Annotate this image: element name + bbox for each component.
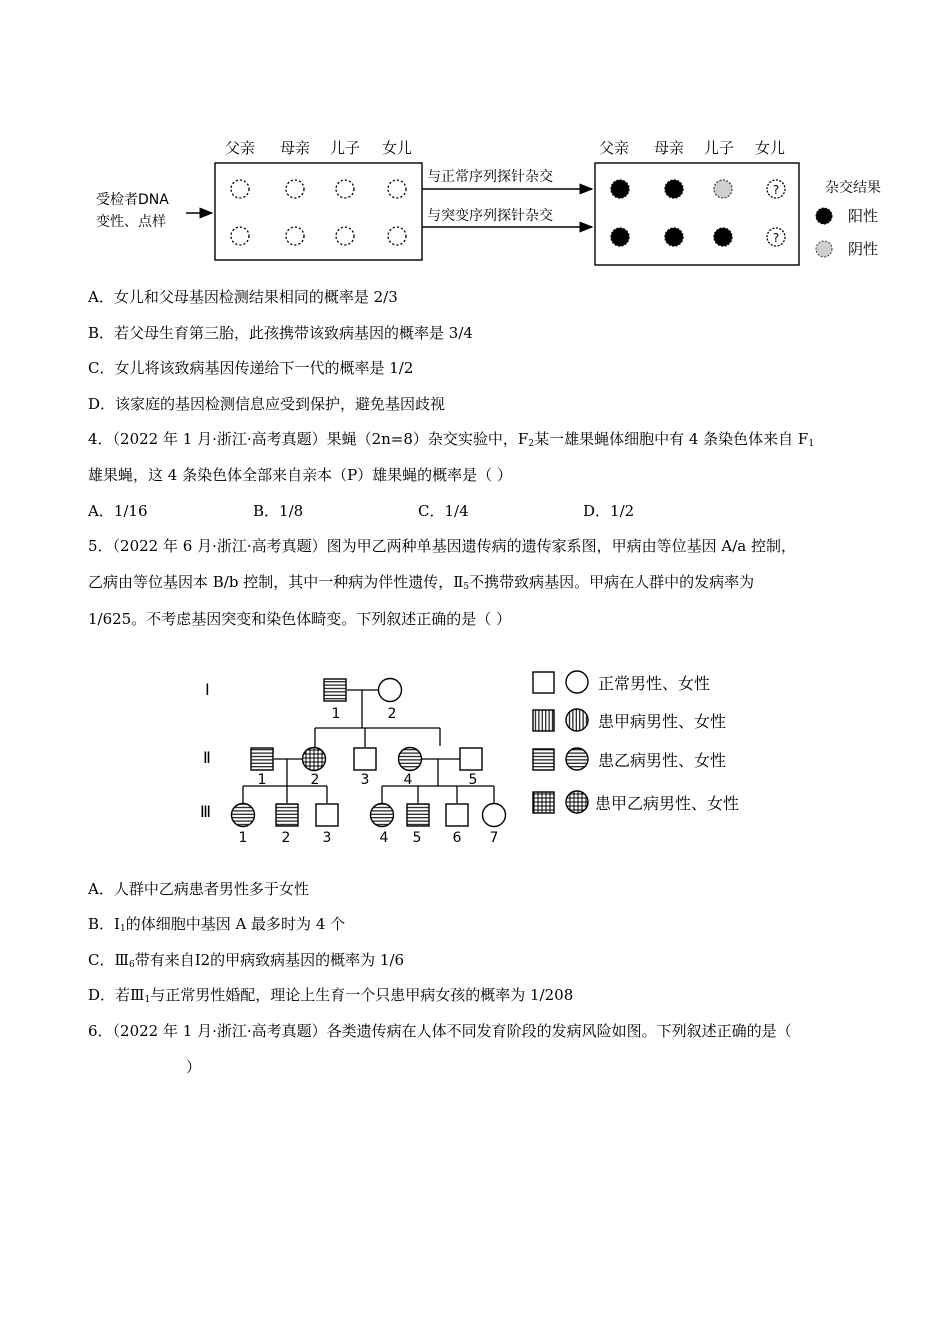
hybridization-result-box xyxy=(595,163,799,265)
legend-disease-ab-label: 患甲乙病男性、女性 xyxy=(595,794,740,813)
q3-option-b: B．若父母生育第三胎，此孩携带该致病基因的概率是 3/4 xyxy=(88,324,473,342)
right-col-header-mother: 母亲 xyxy=(653,139,685,157)
left-col-header-daughter: 女儿 xyxy=(381,139,413,157)
spot-circle xyxy=(286,180,304,198)
spot-circle xyxy=(286,227,304,245)
q4-options xyxy=(88,501,788,521)
right-col-header-son: 儿子 xyxy=(703,139,735,157)
pedigree-ii-1-male-disease-b xyxy=(251,748,273,770)
positive-spot xyxy=(611,228,629,246)
pedigree-number: 2 xyxy=(281,830,291,846)
q6-stem-line2: ） xyxy=(186,1058,202,1076)
legend-disease-a-male-icon xyxy=(533,710,554,731)
pedigree-chart xyxy=(0,660,950,850)
pedigree-number: 1 xyxy=(331,706,341,722)
pedigree-iii-6-male-normal xyxy=(446,804,468,826)
dna-hybridization-figure xyxy=(0,125,950,275)
positive-spot xyxy=(611,180,629,198)
pedigree-number: 3 xyxy=(360,772,370,788)
q4-option-d: D．1/2 xyxy=(583,502,635,520)
q5-stem-line3: 1/625。不考虑基因突变和染色体畸变。下列叙述正确的是（ ） xyxy=(88,610,511,628)
pedigree-iii-7-female-normal xyxy=(483,804,506,827)
right-col-header-daughter: 女儿 xyxy=(754,139,786,157)
unknown-mark: ? xyxy=(772,231,780,245)
pedigree-number: 4 xyxy=(379,830,389,846)
q5-option-c: C．$Ⅲ_6$带有来自Ⅰ2的甲病致病基因的概率为 1/6 xyxy=(88,951,405,970)
pedigree-number: 2 xyxy=(310,772,320,788)
pedigree-iii-3-male-normal xyxy=(316,804,338,826)
q5-stem-line1: 5．（2022 年 6 月·浙江·高考真题）图为甲乙两种单基因遗传病的遗传家系图，甲病由等位基因 A/a 控制， xyxy=(88,537,796,555)
legend-disease-b-label: 患乙病男性、女性 xyxy=(598,751,727,770)
q5-option-a: A．人群中乙病患者男性多于女性 xyxy=(88,880,309,898)
left-col-header-son: 儿子 xyxy=(329,139,361,157)
left-col-header-father: 父亲 xyxy=(224,139,256,157)
left-col-header-mother: 母亲 xyxy=(279,139,311,157)
pedigree-ii-2-female-disease-ab xyxy=(303,748,326,771)
legend-disease-a-female-icon xyxy=(566,709,588,731)
q4-stem-line2: 雄果蝇，这 4 条染色体全部来自亲本（P）雄果蝇的概率是（ ） xyxy=(88,466,512,484)
dna-input-label-1: 受检者DNA xyxy=(96,192,169,208)
arrow-label-normal-probe: 与正常序列探针杂交 xyxy=(427,169,553,185)
right-col-header-father: 父亲 xyxy=(598,139,630,157)
pedigree-ii-3-male-normal xyxy=(354,748,376,770)
legend-negative-spot xyxy=(816,241,832,257)
legend-disease-b-male-icon xyxy=(533,749,554,770)
pedigree-iii-4-female-disease-b xyxy=(371,804,394,827)
q4-option-a: A．1/16 xyxy=(88,502,148,520)
spot-circle xyxy=(231,180,249,198)
legend-disease-ab-male-icon xyxy=(533,792,554,813)
pedigree-iii-1-female-disease-b xyxy=(232,804,255,827)
spot-circle xyxy=(336,180,354,198)
q4-option-c: C．1/4 xyxy=(418,502,469,520)
legend-disease-a-label: 患甲病男性、女性 xyxy=(598,712,727,731)
positive-spot xyxy=(714,228,732,246)
generation-label-i: Ⅰ xyxy=(205,680,210,699)
q3-option-c: C．女儿将该致病基因传递给下一代的概率是 1/2 xyxy=(88,359,414,377)
generation-label-ii: Ⅱ xyxy=(203,748,211,767)
sample-membrane-box xyxy=(215,163,422,260)
spot-circle xyxy=(388,180,406,198)
pedigree-number: 1 xyxy=(238,830,248,846)
q4-stem-line1: 4．（2022 年 1 月·浙江·高考真题）果蝇（2n=8）杂交实验中，$F_2$某一雄果蝇体细胞中有 4 条染色体来自 $F_1$ xyxy=(88,430,815,449)
pedigree-number: 5 xyxy=(468,772,478,788)
dna-input-label-2: 变性、点样 xyxy=(96,214,166,230)
q5-stem-line2: 乙病由等位基因本 B/b 控制，其中一种病为伴性遗传，$Ⅱ_5$不携带致病基因。甲病在人群中的发病率为 xyxy=(88,573,755,592)
pedigree-number: 2 xyxy=(387,706,397,722)
positive-spot xyxy=(665,180,683,198)
q4-option-b: B．1/8 xyxy=(253,502,304,520)
pedigree-number: 5 xyxy=(412,830,422,846)
pedigree-iii-5-male-disease-b xyxy=(407,804,429,826)
legend-positive-label: 阳性 xyxy=(848,207,879,225)
q3-option-a: A．女儿和父母基因检测结果相同的概率是 2/3 xyxy=(88,288,398,306)
spot-circle xyxy=(231,227,249,245)
generation-label-iii: Ⅲ xyxy=(200,802,212,821)
pedigree-number: 7 xyxy=(489,830,499,846)
pedigree-number: 1 xyxy=(257,772,267,788)
pedigree-i-2-female-normal xyxy=(379,679,402,702)
q5-option-d: D．若$Ⅲ_1$与正常男性婚配，理论上生育一个只患甲病女孩的概率为 1/208 xyxy=(88,986,574,1005)
arrow-label-mutant-probe: 与突变序列探针杂交 xyxy=(427,208,553,224)
q5-option-b: B．$Ⅰ_1$的体细胞中基因 A 最多时为 4 个 xyxy=(88,915,346,934)
legend-disease-b-female-icon xyxy=(566,748,588,770)
legend-normal-female-icon xyxy=(566,671,588,693)
pedigree-number: 4 xyxy=(403,772,413,788)
positive-spot xyxy=(665,228,683,246)
unknown-mark: ? xyxy=(772,183,780,197)
spot-circle xyxy=(336,227,354,245)
legend-positive-spot xyxy=(816,208,832,224)
pedigree-ii-4-female-disease-b xyxy=(399,748,422,771)
negative-spot xyxy=(714,180,732,198)
legend-negative-label: 阴性 xyxy=(848,240,879,258)
pedigree-ii-5-male-normal xyxy=(460,748,482,770)
q6-stem-line1: 6．（2022 年 1 月·浙江·高考真题）各类遗传病在人体不同发育阶段的发病风险如图。下列叙述正确的是（ xyxy=(88,1022,792,1040)
spot-circle xyxy=(388,227,406,245)
pedigree-number: 6 xyxy=(452,830,462,846)
pedigree-number: 3 xyxy=(322,830,332,846)
pedigree-i-1-male-disease-b xyxy=(324,679,346,701)
pedigree-iii-2-male-disease-b xyxy=(276,804,298,826)
legend-normal-label: 正常男性、女性 xyxy=(598,674,711,693)
q3-option-d: D．该家庭的基因检测信息应受到保护，避免基因歧视 xyxy=(88,395,446,413)
legend-normal-male-icon xyxy=(533,672,554,693)
legend-title: 杂交结果 xyxy=(825,180,881,196)
legend-disease-ab-female-icon xyxy=(566,791,588,813)
